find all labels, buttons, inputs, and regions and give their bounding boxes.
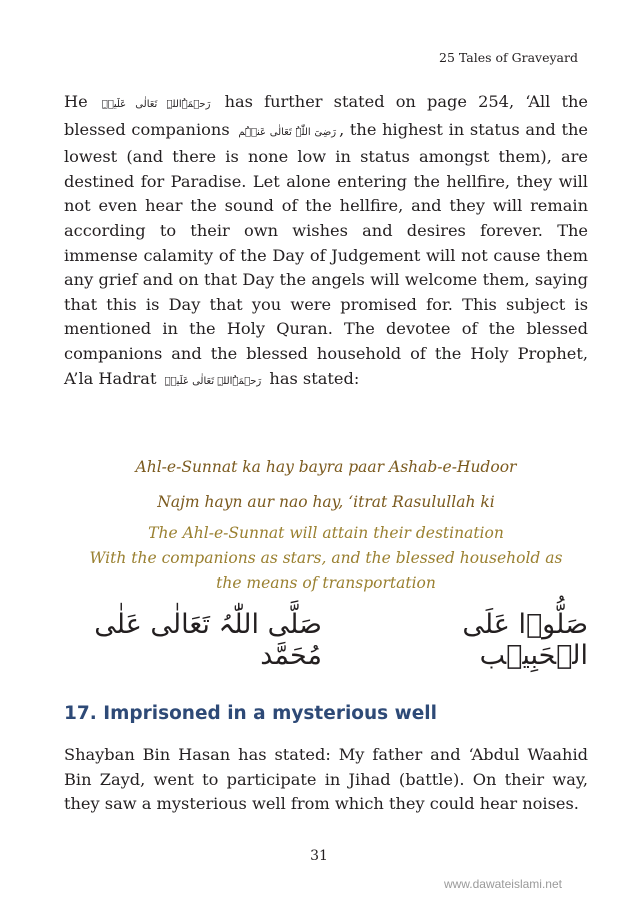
- section-heading: 17. Imprisoned in a mysterious well: [64, 703, 437, 724]
- paragraph-1-text-d: has stated:: [269, 368, 360, 388]
- paragraph-1-text-a: He: [64, 92, 88, 111]
- page-number: 31: [310, 848, 328, 864]
- paragraph-2: Shayban Bin Hasan has stated: My father and ‘Abdul Waahid Bin Zayd, went to participate in Jihad (battle). On their way, they saw a mysterious well from which they could hear noises.: [64, 745, 588, 814]
- poem-line: Ahl-e-Sunnat ka hay bayra paar Ashab-e-Hudoor: [135, 458, 517, 476]
- poem-transliteration: [64, 450, 588, 520]
- translation-line: With the companions as stars, and the blessed household as: [89, 549, 563, 567]
- poem-translation: [64, 521, 588, 596]
- poem-line: Najm hayn aur nao hay, ‘itrat Rasulullah ki: [157, 493, 495, 511]
- translation-line: The Ahl-e-Sunnat will attain their destination: [148, 524, 504, 542]
- salat-invocation: صَلُّوۡا عَلَی الۡحَبِیۡب: [462, 609, 588, 671]
- website-link[interactable]: www.dawateislami.net: [443, 877, 562, 891]
- salat-response: صَلَّی اللّٰہُ تَعَالٰی عَلٰی مُحَمَّد: [94, 609, 322, 671]
- arabic-honorific: رَحۡمَۃُاللہِ تَعَالٰی عَلَیۡہِ: [101, 99, 211, 110]
- translation-line: the means of transportation: [216, 574, 436, 592]
- running-header: 25 Tales of Graveyard: [439, 50, 578, 65]
- paragraph-1: [64, 90, 588, 394]
- paragraph-1-text-c: , the highest in status and the lowest (and there is none low in status amongst them), are destined for Paradise. Let alone entering the hellfire, they will not even hear the sound of the hellfire, and they will remain according to their own wishes and desires forever. The immense calamity of the Day of Judgement will not cause them any grief and on that Day the angels will welcome them, saying that this is Day that you were promised for. This subject is mentioned in the Holy Quran. The devotee of the blessed companions and the blessed household of the Holy Prophet, A’la Hadrat: [64, 119, 588, 388]
- paragraph-1-text-b: has further stated on page 254, ‘All the blessed companions: [64, 92, 588, 139]
- arabic-honorific: رَضِیَ اللّٰہُ تَعَالٰی عَنۡہُم: [238, 126, 337, 138]
- salat-line: [64, 609, 588, 671]
- arabic-honorific: رَحۡمَۃُاللہِ تَعَالٰی عَلَیۡہِ: [164, 375, 262, 387]
